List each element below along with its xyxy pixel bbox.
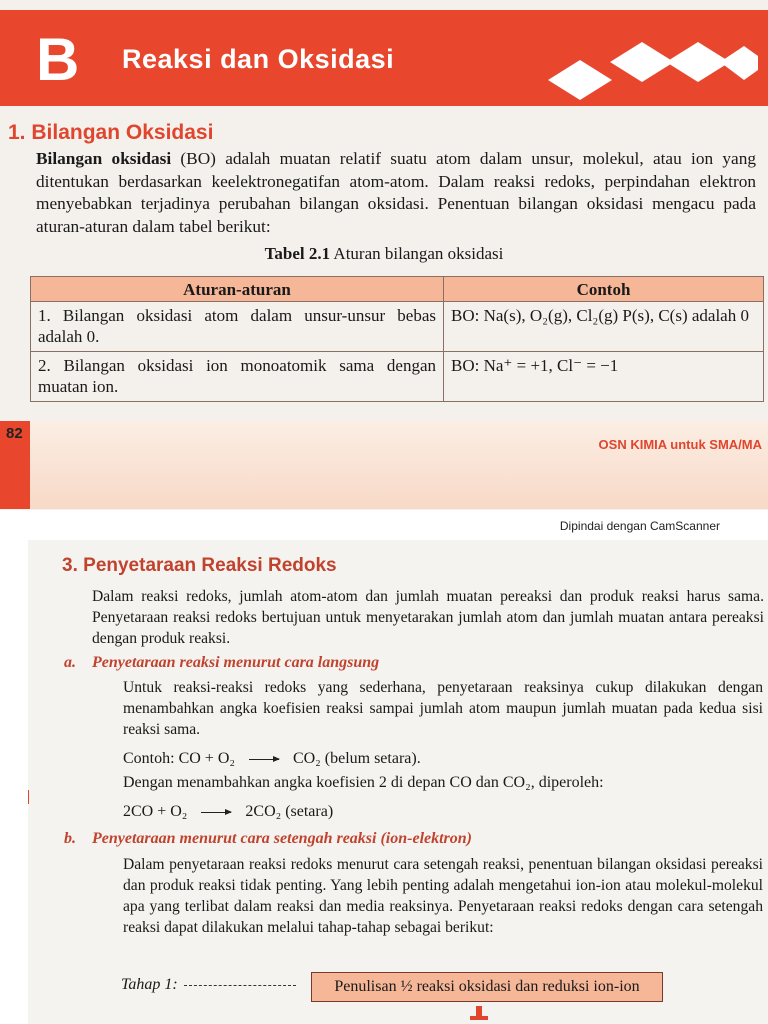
reaction-arrow-icon (249, 759, 279, 760)
table-caption-text: Aturan bilangan oksidasi (330, 244, 504, 263)
banner-title: Reaksi dan Oksidasi (122, 44, 395, 74)
definition-text: (BO) adalah muatan relatif suatu atom dalam unsur, molekul, atau ion yang ditentukan berdasarkan keelektronegatifan atom-atom. Dalam reaksi redoks, perpindahan elektron menyebabkan terjadinya perubahan bilangan oksidasi. Penentuan bilangan oksidasi mengacu pada aturan-aturan dalam tabel berikut: (36, 149, 756, 236)
equation-lhs: 2CO + O₂ (123, 803, 188, 820)
diamond-decoration-icon (548, 36, 758, 106)
example-cell: BO: Na(s), O₂(g), Cl₂(g) P(s), C(s) adalah 0 (444, 302, 764, 352)
footer-book-title: OSN KIMIA untuk SMA/MA (598, 437, 762, 452)
defined-term: Bilangan oksidasi (36, 149, 172, 168)
step-label: Tahap 1: (121, 976, 178, 993)
section-title-text: Bilangan Oksidasi (31, 121, 214, 144)
book-page-redoks (28, 540, 768, 1024)
table-row (31, 352, 764, 402)
scanner-watermark: Dipindai dengan CamScanner (559, 519, 720, 533)
example-equation (123, 748, 421, 769)
step-row (121, 976, 296, 994)
page-number: 82 (6, 425, 23, 442)
margin-marker (28, 790, 29, 804)
example-cell: BO: Na⁺ = +1, Cl⁻ = −1 (444, 352, 764, 402)
oxidation-rules-table (30, 276, 764, 402)
balanced-equation (123, 801, 333, 822)
example-prefix: Contoh: (123, 750, 179, 767)
equation-rhs: 2CO₂ (setara) (245, 803, 334, 820)
section-title-text: Penyetaraan Reaksi Redoks (83, 555, 337, 576)
subsection-title: Penyetaraan reaksi menurut cara langsung (92, 654, 380, 671)
banner-letter: B (36, 26, 80, 93)
section-title-penyetaraan (62, 555, 337, 577)
down-arrow-icon (470, 1006, 488, 1024)
book-page-82 (0, 0, 768, 510)
step-box: Penulisan ½ reaksi oksidasi dan reduksi ion-ion (311, 972, 663, 1002)
table-caption-label: Tabel 2.1 (264, 244, 331, 263)
table-header-row (31, 277, 764, 302)
subsection-title: Penyetaraan menurut cara setengah reaksi (ion-elektron) (92, 830, 473, 847)
intro-paragraph: Dalam reaksi redoks, jumlah atom-atom dan jumlah muatan pereaksi dan produk reaksi harus sama. Penyetaraan reaksi redoks bertujuan untuk menyetarakan jumlah atom dan jumlah muatan antara pereaksi dengan produk reaksi. (92, 588, 764, 647)
table-header-cell: Aturan-aturan (31, 277, 444, 302)
subsection-label: a. (64, 654, 76, 671)
equation-lhs: CO + O₂ (178, 750, 235, 767)
subsection-a-text: Untuk reaksi-reaksi redoks yang sederhana, penyetaraan reaksinya cukup dilakukan dengan menambahkan angka koefisien reaksi sampai jumlah atom maupun jumlah muatan pada kedua sisi reaksi sama. (123, 679, 763, 738)
table-row (31, 302, 764, 352)
subsection-b-heading (64, 830, 473, 848)
subsection-a-text2: Dengan menambahkan angka koefisien 2 di depan CO dan CO₂, diperoleh: (123, 774, 604, 791)
table-caption (0, 244, 768, 264)
equation-rhs: CO₂ (belum setara). (292, 750, 421, 767)
subsection-b-text: Dalam penyetaraan reaksi redoks menurut cara setengah reaksi, penentuan bilangan oksidasi pereaksi dan produk reaksi tidak penting. Yang lebih penting adalah mengetahui ion-ion atau molekul-molekul apa yang terlibat dalam reaksi dan media reaksinya. Penyetaraan reaksi redoks dengan cara setengah reaksi dapat dilakukan melalui tahap-tahap sebagai berikut: (123, 856, 763, 936)
section-number: 1. (8, 121, 26, 144)
page-number-tab (0, 421, 30, 509)
subsection-a-heading (64, 654, 380, 672)
section-title-bilangan-oksidasi (8, 121, 213, 145)
dashed-leader (184, 985, 296, 986)
subsection-label: b. (64, 830, 76, 847)
definition-paragraph (36, 148, 756, 238)
page-footer (30, 421, 768, 509)
rule-cell: 2. Bilangan oksidasi ion monoatomik sama dengan muatan ion. (31, 352, 444, 402)
section-number: 3. (62, 555, 78, 576)
rule-cell: 1. Bilangan oksidasi atom dalam unsur-unsur bebas adalah 0. (31, 302, 444, 352)
reaction-arrow-icon (201, 812, 231, 813)
table-header-cell: Contoh (444, 277, 764, 302)
chapter-banner (0, 10, 768, 106)
